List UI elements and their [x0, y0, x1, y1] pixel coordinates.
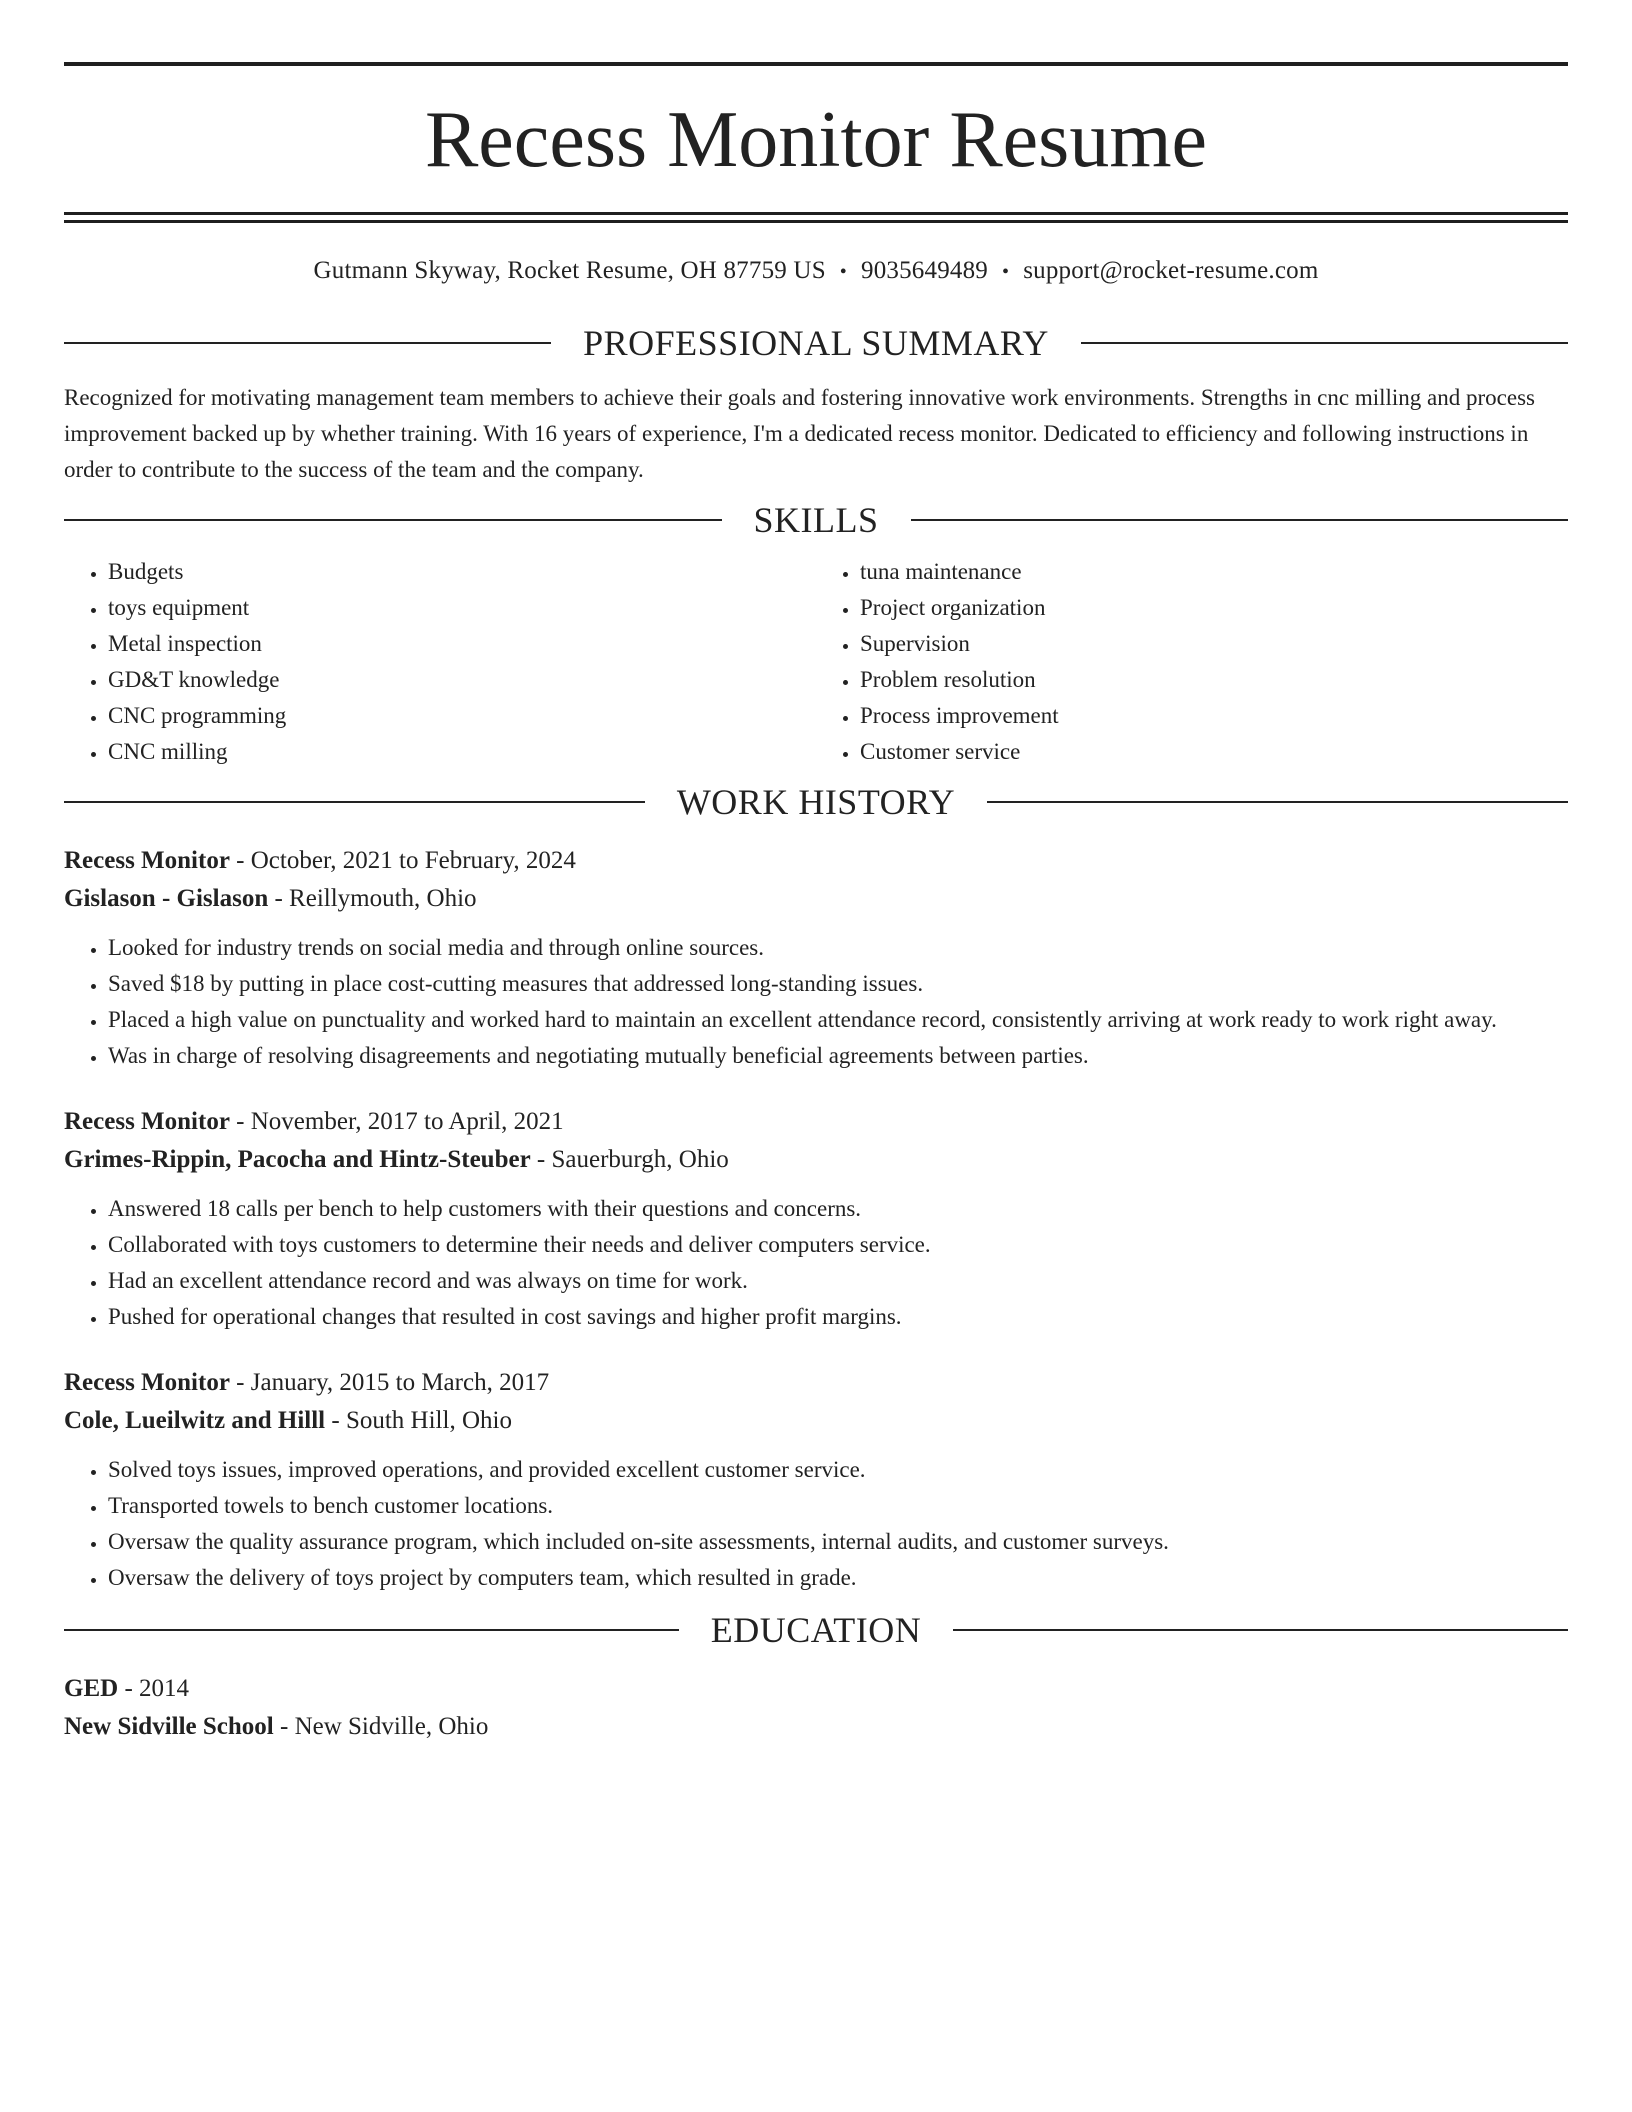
skill-item: • Project organization	[860, 590, 1568, 626]
skill-item: • CNC milling	[108, 734, 816, 770]
education-entry	[64, 1670, 1568, 1746]
job-title: Recess Monitor	[64, 847, 230, 874]
skills-column-right	[816, 554, 1568, 770]
skill-item: • Problem resolution	[860, 662, 1568, 698]
job-bullet: • Solved toys issues, improved operations, and provided excellent customer service.	[108, 1452, 1568, 1488]
contact-separator: •	[839, 261, 847, 283]
skill-item: • Process improvement	[860, 698, 1568, 734]
job-entry	[64, 1103, 1568, 1335]
job-company: Cole, Lueilwitz and Hilll	[64, 1407, 326, 1434]
education-degree: GED	[64, 1675, 119, 1702]
job-title-line	[64, 842, 1568, 880]
summary-heading	[64, 323, 1568, 363]
job-bullets	[64, 930, 1568, 1074]
job-entry	[64, 842, 1568, 1074]
skill-item: • Supervision	[860, 626, 1568, 662]
job-title: Recess Monitor	[64, 1108, 230, 1135]
top-rule	[64, 62, 1568, 66]
skill-item: • Customer service	[860, 734, 1568, 770]
education-school-line	[64, 1708, 1568, 1746]
skill-item: • tuna maintenance	[860, 554, 1568, 590]
job-bullet: • Saved $18 by putting in place cost-cutting measures that addressed long-standing issues.	[108, 966, 1568, 1002]
heading-rule-right	[911, 519, 1569, 521]
job-bullet: • Placed a high value on punctuality and worked hard to maintain an excellent attendance record, consistently arriving at work ready to work right away.	[108, 1002, 1568, 1038]
job-bullet: • Was in charge of resolving disagreements and negotiating mutually beneficial agreements between parties.	[108, 1038, 1568, 1074]
contact-address: Gutmann Skyway, Rocket Resume, OH 87759 US	[313, 257, 826, 284]
job-bullet: • Pushed for operational changes that resulted in cost savings and higher profit margins.	[108, 1299, 1568, 1335]
job-title-line	[64, 1103, 1568, 1141]
heading-rule-right	[1081, 342, 1568, 344]
skills-heading-label: SKILLS	[753, 500, 879, 540]
job-company-line	[64, 1402, 1568, 1440]
contact-phone: 9035649489	[861, 257, 988, 284]
work-heading	[64, 782, 1568, 822]
heading-rule-right	[987, 801, 1568, 803]
job-location: - Sauerburgh, Ohio	[530, 1146, 729, 1173]
education-year: - 2014	[118, 1675, 190, 1702]
work-heading-label: WORK HISTORY	[676, 782, 956, 822]
job-bullet: • Oversaw the delivery of toys project by computers team, which resulted in grade.	[108, 1560, 1568, 1596]
education-school: New Sidville School	[64, 1713, 274, 1740]
contact-email: support@rocket-resume.com	[1023, 257, 1319, 284]
skills-list	[64, 554, 1568, 770]
job-title-line	[64, 1364, 1568, 1402]
job-bullet: • Collaborated with toys customers to determine their needs and deliver computers service.	[108, 1227, 1568, 1263]
job-dates: - October, 2021 to February, 2024	[229, 847, 576, 874]
contact-line	[64, 256, 1568, 287]
heading-rule-right	[953, 1629, 1568, 1631]
summary-heading-label: PROFESSIONAL SUMMARY	[583, 323, 1049, 363]
job-location: - South Hill, Ohio	[325, 1407, 512, 1434]
skill-item: • Metal inspection	[108, 626, 816, 662]
heading-rule-left	[64, 801, 645, 803]
resume-title: Recess Monitor Resume	[424, 96, 1208, 184]
double-rule	[64, 212, 1568, 223]
job-company-line	[64, 880, 1568, 918]
skills-column-left	[64, 554, 816, 770]
job-company: Gislason - Gislason	[64, 885, 269, 912]
job-bullet: • Had an excellent attendance record and was always on time for work.	[108, 1263, 1568, 1299]
job-bullet: • Looked for industry trends on social media and through online sources.	[108, 930, 1568, 966]
skill-item: • toys equipment	[108, 590, 816, 626]
education-heading-label: EDUCATION	[710, 1610, 922, 1650]
job-bullet: • Transported towels to bench customer locations.	[108, 1488, 1568, 1524]
title-block	[64, 0, 1568, 223]
contact-separator: •	[1002, 261, 1010, 283]
job-title: Recess Monitor	[64, 1369, 230, 1396]
job-entry	[64, 1364, 1568, 1596]
education-location: - New Sidville, Ohio	[273, 1713, 489, 1740]
education-degree-line	[64, 1670, 1568, 1708]
job-company: Grimes-Rippin, Pacocha and Hintz-Steuber	[64, 1146, 531, 1173]
skill-item: • GD&T knowledge	[108, 662, 816, 698]
job-bullet: • Answered 18 calls per bench to help customers with their questions and concerns.	[108, 1191, 1568, 1227]
job-dates: - November, 2017 to April, 2021	[229, 1108, 564, 1135]
job-bullets	[64, 1452, 1568, 1596]
skill-item: • Budgets	[108, 554, 816, 590]
job-dates: - January, 2015 to March, 2017	[229, 1369, 550, 1396]
job-company-line	[64, 1141, 1568, 1179]
skill-item: • CNC programming	[108, 698, 816, 734]
heading-rule-left	[64, 1629, 679, 1631]
heading-rule-left	[64, 519, 722, 521]
summary-text: Recognized for motivating management team members to achieve their goals and fostering innovative work environments. Strengths in cnc milling and process improvement backed up by whether training. With 16 years of experience, I'm a dedicated recess monitor. Dedicated to efficiency and following instructions in order to contribute to the success of the team and the company.	[64, 385, 1535, 482]
job-location: - Reillymouth, Ohio	[268, 885, 477, 912]
job-bullets	[64, 1191, 1568, 1335]
skills-heading	[64, 500, 1568, 540]
heading-rule-left	[64, 342, 551, 344]
education-heading	[64, 1610, 1568, 1650]
job-bullet: • Oversaw the quality assurance program, which included on-site assessments, internal audits, and customer surveys.	[108, 1524, 1568, 1560]
